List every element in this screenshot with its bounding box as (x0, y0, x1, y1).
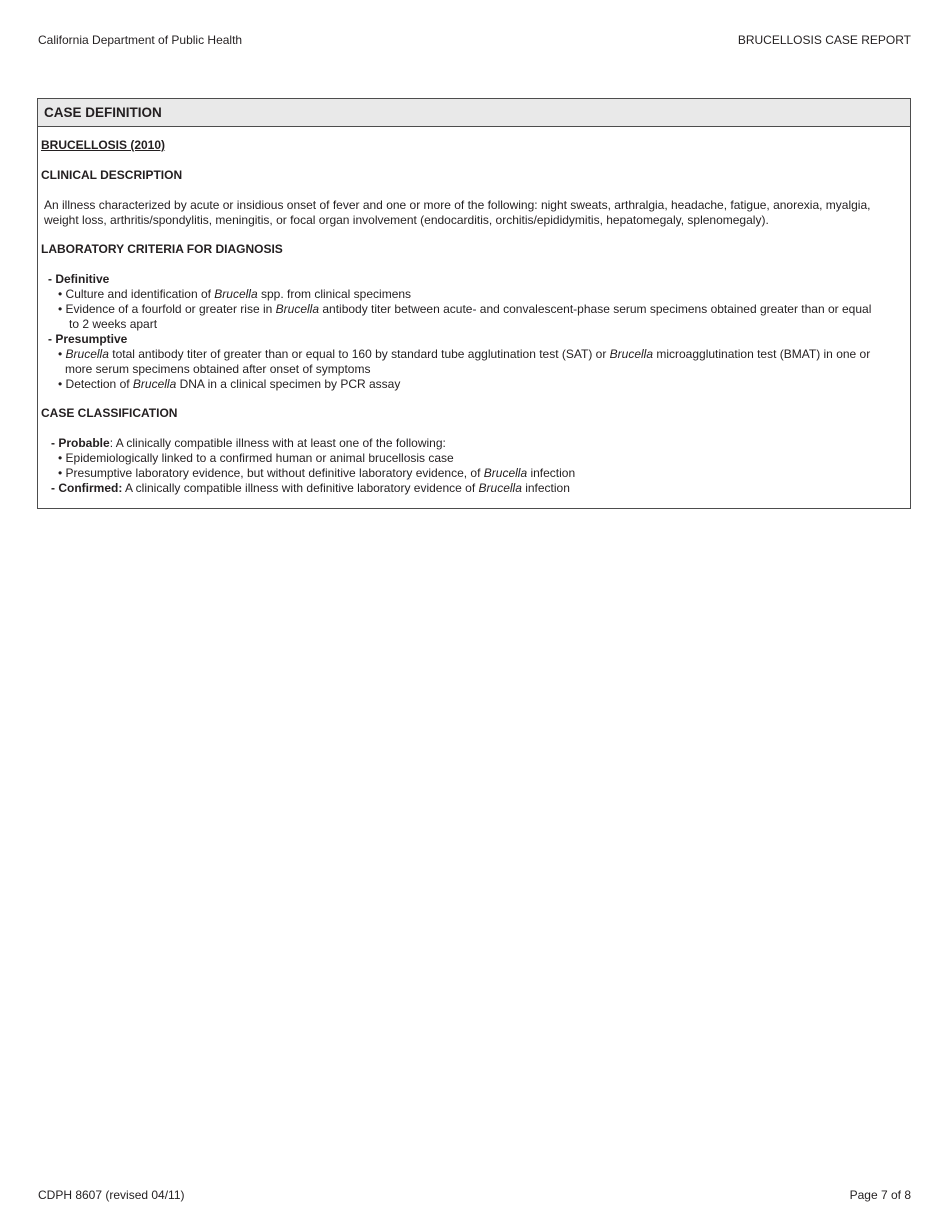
footer-form-number: CDPH 8607 (revised 04/11) (38, 1188, 185, 1202)
definitive-label: - Definitive (48, 272, 110, 286)
clinical-description-line-1: An illness characterized by acute or insidious onset of fever and one or more of the following: night sweats, arthralgia, headache, fatigue, anorexia, myalgia, (44, 198, 871, 212)
case-definition-title: CASE DEFINITION (38, 99, 910, 127)
header-report-title: BRUCELLOSIS CASE REPORT (737, 33, 911, 47)
presumptive-item-1: • Brucella total antibody titer of greater than or equal to 160 by standard tube agglutination test (SAT) or Brucella microagglutination test (BMAT) in one or (58, 347, 871, 361)
case-definition-box (37, 98, 911, 509)
definitive-item-2-cont: to 2 weeks apart (69, 317, 158, 331)
lab-criteria-heading: LABORATORY CRITERIA FOR DIAGNOSIS (41, 242, 283, 256)
presumptive-item-2: • Detection of Brucella DNA in a clinical specimen by PCR assay (58, 377, 401, 391)
probable-line: - Probable: A clinically compatible illness with at least one of the following: (51, 436, 446, 450)
clinical-description-line-2: weight loss, arthritis/spondylitis, meningitis, or focal organ involvement (endocarditis, orchitis/epididymitis, hepatomegaly, splenomegaly). (44, 213, 769, 227)
presumptive-label: - Presumptive (48, 332, 128, 346)
definitive-item-2: • Evidence of a fourfold or greater rise in Brucella antibody titer between acute- and convalescent-phase serum specimens obtained greater than or equal (58, 302, 872, 316)
case-classification-heading: CASE CLASSIFICATION (41, 406, 178, 420)
presumptive-item-1-cont: more serum specimens obtained after onset of symptoms (65, 362, 371, 376)
footer-page-number: Page 7 of 8 (849, 1188, 911, 1202)
probable-item-2: • Presumptive laboratory evidence, but without definitive laboratory evidence, of Brucella infection (58, 466, 576, 480)
header-agency: California Department of Public Health (38, 33, 243, 47)
definitive-item-1: • Culture and identification of Brucella spp. from clinical specimens (58, 287, 412, 301)
disease-title: BRUCELLOSIS (2010) (41, 138, 166, 152)
confirmed-line: - Confirmed: A clinically compatible illness with definitive laboratory evidence of Brucella infection (51, 481, 570, 495)
probable-item-1: • Epidemiologically linked to a confirmed human or animal brucellosis case (58, 451, 454, 465)
clinical-description-heading: CLINICAL DESCRIPTION (41, 168, 183, 182)
